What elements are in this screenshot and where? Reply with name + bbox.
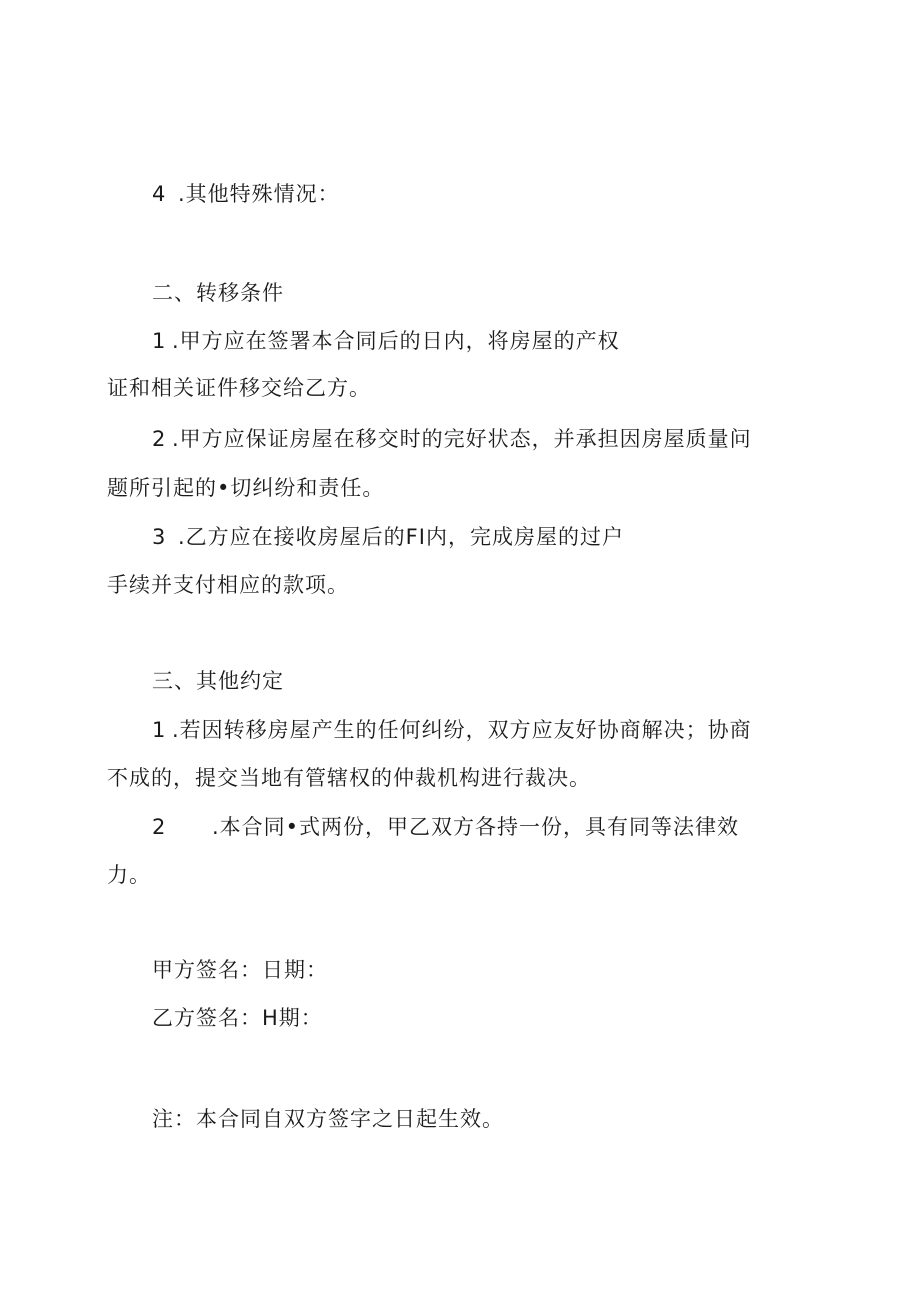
section3-item2-line2: 力。 <box>107 863 151 887</box>
effective-note: 注：本合同自双方签字之日起生效。 <box>152 1107 504 1131</box>
item-number: 3 <box>152 525 166 549</box>
party-b-signature: 乙方签名：H期： <box>152 1006 323 1030</box>
item-number: 1 <box>152 329 166 353</box>
item-number: 2 <box>152 815 166 839</box>
section2-item2-line2: 题所引起的•切纠纷和责任。 <box>107 476 385 500</box>
item-text: .本合同•式两份，甲乙双方各持一份，具有同等法律效 <box>212 815 740 839</box>
item-text: .若因转移房屋产生的任何纠纷，双方应友好协商解决；协商 <box>172 718 752 742</box>
item-text: .乙方应在接收房屋后的FI内，完成房屋的过户 <box>178 525 624 549</box>
section2-item3-line2: 手续并支付相应的款项。 <box>107 573 349 597</box>
section2-item3-line1 <box>152 522 624 552</box>
item-text: .甲方应保证房屋在移交时的完好状态，并承担因房屋质量问 <box>172 427 752 451</box>
item-text: .甲方应在签署本合同后的日内，将房屋的产权 <box>172 329 620 353</box>
section2-item2-line1 <box>152 424 752 454</box>
section2-item1-line1 <box>152 326 620 356</box>
section2-heading: 二、转移条件 <box>152 281 284 305</box>
item-number: 2 <box>152 427 166 451</box>
section3-item1-line2: 不成的，提交当地有管辖权的仲裁机构进行裁决。 <box>107 766 591 790</box>
section3-item1-line1 <box>152 715 752 745</box>
item-number: 4 <box>152 182 166 206</box>
item-number: 1 <box>152 718 166 742</box>
party-a-signature: 甲方签名：日期： <box>152 958 328 982</box>
item-text: .其他特殊情况： <box>178 182 340 206</box>
section2-item1-line2: 证和相关证件移交给乙方。 <box>107 376 371 400</box>
section3-heading: 三、其他约定 <box>152 669 284 693</box>
section3-item2-line1 <box>152 812 739 842</box>
section1-item4 <box>152 179 340 209</box>
